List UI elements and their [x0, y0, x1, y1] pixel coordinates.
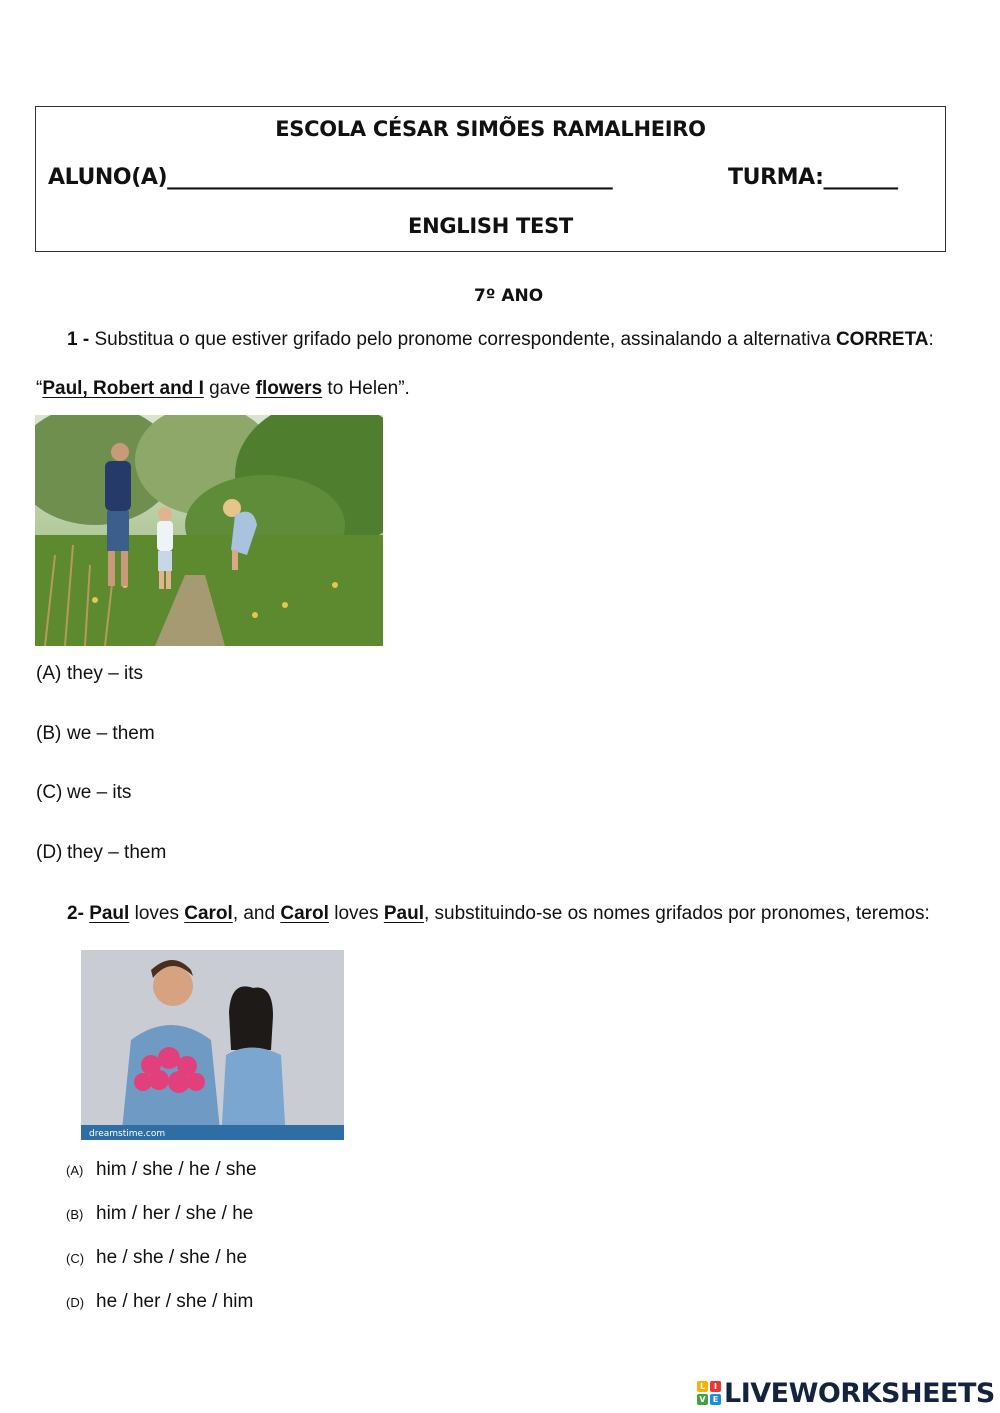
- logo-mark-e: E: [710, 1394, 721, 1405]
- image-watermark-caption: dreamstime.com: [89, 1129, 166, 1139]
- option-letter: (C): [36, 782, 63, 803]
- q2-option-c[interactable]: [66, 1247, 247, 1269]
- underlined-name-1: Paul: [89, 903, 130, 924]
- couple-flowers-photo: [81, 950, 344, 1140]
- sentence-word: loves: [129, 903, 185, 924]
- option-letter: (B): [66, 1207, 84, 1222]
- option-text: they – its: [67, 663, 144, 684]
- quote-open: “: [36, 378, 43, 399]
- sentence-word: , and: [232, 903, 281, 924]
- question-2-number: 2-: [67, 903, 84, 924]
- student-name-field[interactable]: ALUNO(A)__________________________________________: [48, 165, 613, 190]
- option-text: he / she / she / he: [96, 1247, 248, 1268]
- question-1-prompt: [67, 329, 934, 351]
- sentence-end: , substituindo-se os nomes grifados por pronomes, teremos:: [423, 903, 930, 924]
- option-text: he / her / she / him: [96, 1291, 254, 1312]
- test-title: ENGLISH TEST: [408, 214, 573, 238]
- option-text: we – them: [67, 723, 155, 744]
- question-2-prompt: [67, 903, 930, 925]
- option-letter: (D): [36, 842, 63, 863]
- q1-option-c[interactable]: [36, 782, 131, 804]
- question-1-text: Substitua o que estiver grifado pelo pronome correspondente, assinalando a alternativa: [89, 329, 836, 350]
- option-letter: (A): [66, 1163, 84, 1178]
- option-letter: (C): [66, 1251, 85, 1266]
- question-1-colon: :: [928, 329, 934, 350]
- q2-option-a[interactable]: [66, 1159, 257, 1181]
- underlined-subject: Paul, Robert and I: [42, 378, 204, 399]
- question-1-number: 1 -: [67, 329, 90, 350]
- logo-mark-l: L: [697, 1381, 708, 1392]
- q1-option-a[interactable]: [36, 663, 143, 685]
- underlined-name-4: Paul: [383, 903, 424, 924]
- grade-label: 7º ANO: [474, 286, 544, 306]
- q1-option-d[interactable]: [36, 842, 166, 864]
- school-name: ESCOLA CÉSAR SIMÕES RAMALHEIRO: [275, 117, 706, 141]
- sentence-verb: gave: [203, 378, 256, 399]
- option-letter: (D): [66, 1295, 85, 1310]
- header-box: [35, 106, 946, 252]
- underlined-name-2: Carol: [184, 903, 233, 924]
- option-text: him / she / he / she: [96, 1159, 257, 1180]
- liveworksheets-logo[interactable]: [697, 1376, 995, 1410]
- option-letter: (B): [36, 723, 62, 744]
- question-1-sentence: [36, 378, 410, 400]
- q2-option-d[interactable]: [66, 1291, 253, 1313]
- q1-option-b[interactable]: [36, 723, 155, 745]
- logo-mark-i: I: [710, 1381, 721, 1392]
- liveworksheets-logo-icon: [697, 1381, 721, 1405]
- option-text: him / her / she / he: [96, 1203, 254, 1224]
- option-text: they – them: [67, 842, 167, 863]
- option-letter: (A): [36, 663, 62, 684]
- q2-option-b[interactable]: [66, 1203, 253, 1225]
- sentence-end: to Helen”.: [322, 378, 410, 399]
- underlined-object: flowers: [255, 378, 323, 399]
- underlined-name-3: Carol: [280, 903, 329, 924]
- option-text: we – its: [67, 782, 132, 803]
- sentence-word: loves: [328, 903, 384, 924]
- family-field-photo: [35, 415, 383, 646]
- logo-text: LIVEWORKSHEETS: [724, 1377, 995, 1409]
- class-field[interactable]: TURMA:_______: [728, 165, 898, 190]
- question-1-emphasis: CORRETA: [835, 329, 929, 350]
- logo-mark-v: V: [697, 1394, 708, 1405]
